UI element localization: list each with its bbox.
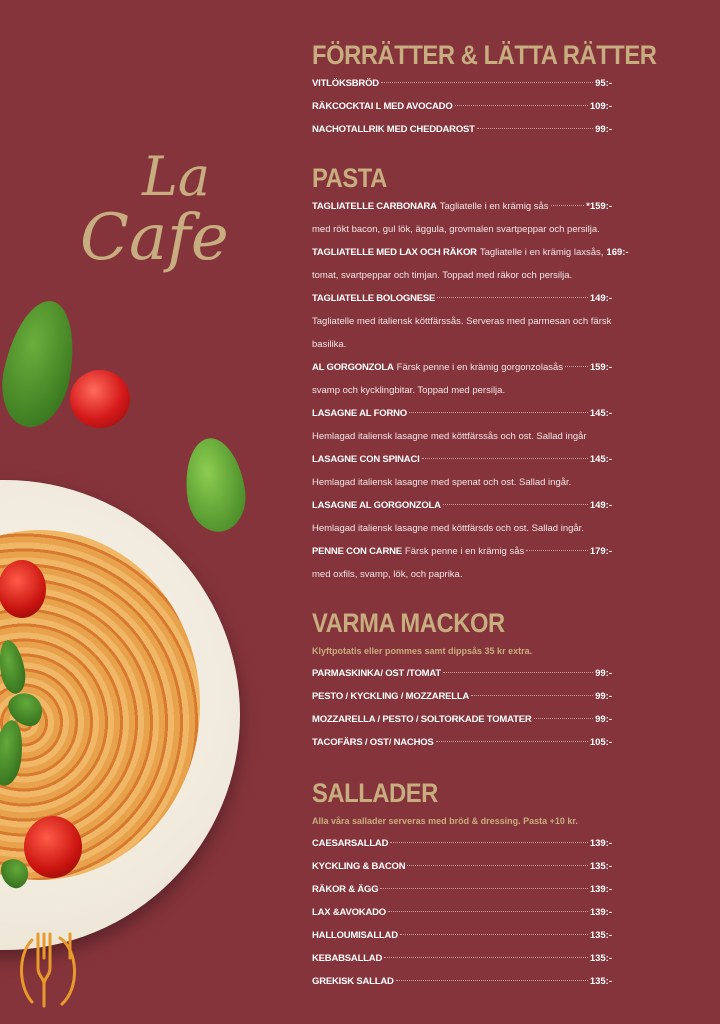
item-price: 139:- [589, 884, 612, 895]
item-name: TAGLIATELLE MED LAX OCH RÄKOR [312, 247, 477, 258]
item-name: TAGLIATELLE CARBONARA [312, 201, 437, 212]
leader-dots [455, 105, 588, 106]
menu-item [312, 855, 612, 878]
item-description: Tagliatelle med italiensk köttfärssås. Serveras med parmesan och färsk [312, 316, 612, 327]
tomato-image [24, 816, 82, 878]
leader-dots [477, 128, 593, 129]
menu-item [312, 95, 612, 118]
item-price: 135:- [589, 953, 612, 964]
item-price: 135:- [589, 861, 612, 872]
leader-dots [551, 205, 585, 206]
fork-and-plate-icon [14, 928, 88, 1012]
item-name: LAX &AVOKADO [312, 907, 386, 918]
la-cafe-logo [80, 145, 250, 290]
section-title: FÖRRÄTTER & LÄTTA RÄTTER [312, 40, 657, 70]
item-price: 105:- [589, 737, 612, 748]
menu-item [312, 494, 612, 517]
item-description: Hemlagad italiensk lasagne med köttfärssås och ost. Sallad ingår [312, 431, 587, 442]
item-description: svamp och kycklingbitar. Toppad med persilja. [312, 385, 506, 396]
section-title: VARMA MACKOR [312, 608, 505, 638]
item-name: VITLÖKSBRÖD [312, 78, 379, 89]
leader-dots [534, 718, 594, 719]
menu-item [312, 448, 612, 471]
section-title: SALLADER [312, 778, 438, 808]
item-description: med rökt bacon, gul lök, äggula, grovmalen svartpeppar och persilja. [312, 224, 600, 235]
section-note: Alla våra sallader serveras med bröd & dressing. Pasta +10 kr. [312, 816, 578, 826]
item-price: 135:- [589, 930, 612, 941]
item-name: RÄKOR & ÄGG [312, 884, 379, 895]
menu-item [312, 832, 612, 855]
section-forratter [312, 38, 657, 141]
leader-dots [422, 458, 588, 459]
cherry-tomato-image [70, 370, 130, 428]
item-name: PESTO / KYCKLING / MOZZARELLA [312, 691, 470, 702]
item-price: 149:- [589, 293, 612, 304]
leader-dots [437, 297, 588, 298]
logo-line-1: La [142, 145, 211, 208]
menu-item [312, 540, 612, 563]
item-description: Färsk penne i en krämig gorgonzolasås [396, 362, 564, 373]
menu-item [312, 402, 612, 425]
leader-dots [384, 957, 588, 958]
item-name: PENNE CON CARNE [312, 546, 402, 557]
leader-dots [390, 842, 588, 843]
item-price: 135:- [589, 976, 612, 987]
leader-dots [565, 366, 588, 367]
menu-item [312, 241, 629, 264]
menu-item [312, 356, 612, 379]
menu-item [312, 924, 612, 947]
item-price: 159:- [589, 362, 612, 373]
menu-item [312, 901, 612, 924]
menu-item [312, 72, 612, 95]
menu-item [312, 947, 612, 970]
leader-dots [400, 934, 588, 935]
leader-dots [381, 82, 593, 83]
leader-dots [471, 695, 593, 696]
item-price: 139:- [589, 907, 612, 918]
item-name: MOZZARELLA / PESTO / SOLTORKADE TOMATER [312, 714, 532, 725]
menu-item [312, 287, 612, 310]
item-price: *159:- [586, 201, 612, 212]
item-price: 95:- [595, 78, 612, 89]
item-price: 99:- [595, 714, 612, 725]
item-name: LASAGNE CON SPINACI [312, 454, 420, 465]
logo-line-2: Cafe [80, 201, 229, 275]
item-price: 99:- [595, 668, 612, 679]
item-name: RÄKCOCKTAI L MED AVOCADO [312, 101, 453, 112]
item-name: AL GORGONZOLA [312, 362, 394, 373]
item-description: Hemlagad italiensk lasagne med spenat och ost. Sallad ingår. [312, 477, 572, 488]
leader-dots [526, 550, 588, 551]
menu-item [312, 731, 612, 754]
leader-dots [380, 888, 587, 889]
menu-item [312, 662, 612, 685]
item-description: Tagliatelle i en krämig sås [439, 201, 549, 212]
item-price: 169:- [606, 247, 629, 258]
item-name: HALLOUMISALLAD [312, 930, 398, 941]
item-name: LASAGNE AL GORGONZOLA [312, 500, 441, 511]
item-description: Hemlagad italiensk lasagne med köttfärsds och ost. Sallad ingår. [312, 523, 584, 534]
leader-dots [409, 412, 588, 413]
item-description: Färsk penne i en krämig sås [404, 546, 525, 557]
leader-dots [443, 504, 588, 505]
item-name: TAGLIATELLE BOLOGNESE [312, 293, 436, 304]
menu-item [312, 878, 612, 901]
leader-dots [443, 672, 593, 673]
item-name: TACOFÄRS / OST/ NACHOS [312, 737, 434, 748]
section-note: Klyftpotatis eller pommes samt dippsås 35 kr extra. [312, 646, 533, 656]
section-pasta [312, 161, 629, 586]
tomato-image [0, 560, 46, 618]
item-name: KEBABSALLAD [312, 953, 383, 964]
menu-item [312, 118, 612, 141]
item-name: CAESARSALLAD [312, 838, 389, 849]
leader-dots [396, 980, 588, 981]
item-name: LASAGNE AL FORNO [312, 408, 407, 419]
item-name: PARMASKINKA/ OST /TOMAT [312, 668, 441, 679]
menu-content [312, 38, 657, 993]
item-description: med oxfils, svamp, lök, och paprika. [312, 569, 463, 580]
leader-dots [407, 865, 587, 866]
section-title: PASTA [312, 163, 387, 193]
menu-item [312, 685, 612, 708]
leader-dots [388, 911, 588, 912]
leader-dots [436, 741, 588, 742]
basil-leaf-image [180, 434, 251, 535]
item-description: Tagliatelle i en krämig laxsås, [479, 247, 604, 258]
item-price: 139:- [589, 838, 612, 849]
item-price: 145:- [589, 454, 612, 465]
item-price: 109:- [589, 101, 612, 112]
basil-leaf-image [0, 295, 85, 434]
menu-item [312, 708, 612, 731]
item-price: 99:- [595, 691, 612, 702]
item-price: 99:- [595, 124, 612, 135]
menu-item [312, 195, 612, 218]
item-name: KYCKLING & BACON [312, 861, 406, 872]
section-sallader [312, 776, 612, 993]
item-price: 145:- [589, 408, 612, 419]
item-price: 179:- [589, 546, 612, 557]
menu-item [312, 970, 612, 993]
item-name: NACHOTALLRIK MED CHEDDAROST [312, 124, 475, 135]
item-description: tomat, svartpeppar och timjan. Toppad med räkor och persilja. [312, 270, 573, 281]
item-name: GREKISK SALLAD [312, 976, 394, 987]
section-varma-mackor [312, 606, 612, 754]
item-price: 149:- [589, 500, 612, 511]
item-description: basilika. [312, 339, 347, 350]
